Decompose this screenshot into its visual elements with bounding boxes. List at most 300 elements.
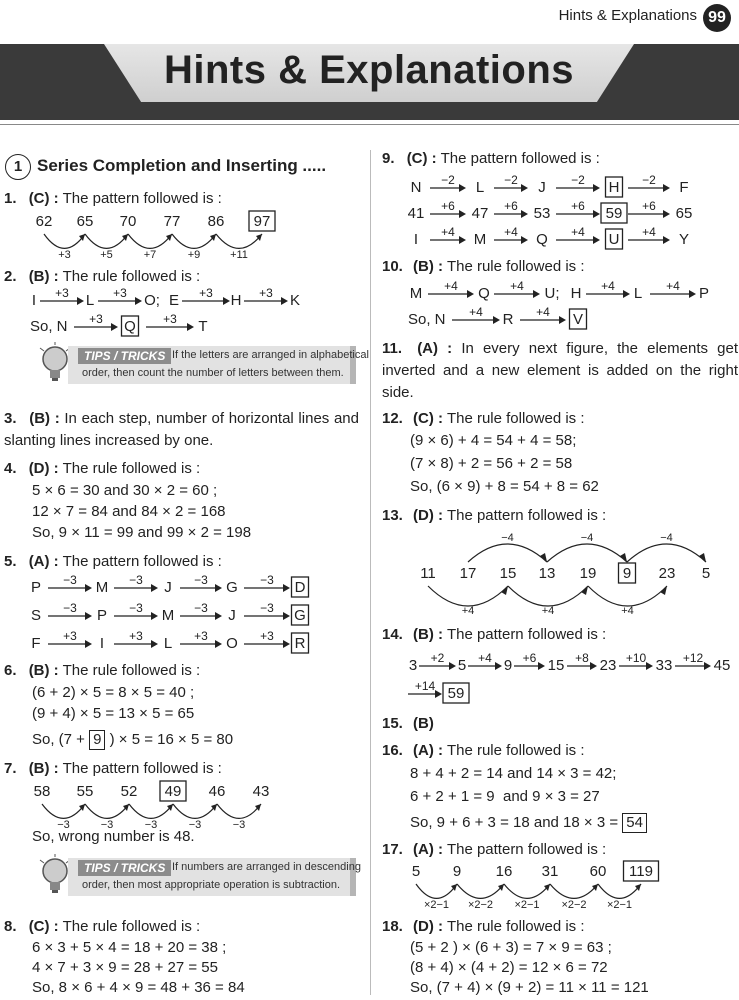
q12-answer: (C) : (413, 410, 444, 427)
term: 65 (675, 205, 693, 222)
q1-arc (85, 234, 128, 248)
series-term: 13 (538, 565, 556, 582)
q5-pattern (30, 570, 330, 656)
arrow-head (283, 640, 290, 648)
arrow-label: −3 (194, 601, 208, 615)
arc-label: +5 (100, 249, 113, 261)
q2-number: 2. (4, 268, 17, 285)
arrow-head (459, 236, 466, 244)
arc-label: −3 (144, 819, 158, 830)
arc-label: +4 (621, 605, 634, 617)
arrow-label: +4 (510, 279, 524, 293)
q4-answer: (D) : (28, 460, 59, 477)
q1-answer: (C) : (28, 190, 59, 207)
letter: H (230, 292, 242, 309)
q7-answer: (B) : (28, 760, 59, 777)
term: J (538, 179, 546, 196)
q13-boxed-term-value: 9 (622, 565, 632, 582)
q14-pattern (408, 648, 739, 706)
q13-top-arc (468, 544, 547, 562)
arrow-head (449, 662, 456, 670)
arrow-head (646, 662, 653, 670)
q12-line: So, (6 × 9) + 8 = 54 + 8 = 62 (410, 478, 599, 495)
q6-line (32, 730, 233, 750)
arrow-label: +6 (571, 199, 585, 213)
q15-number: 15. (382, 715, 403, 732)
arc-label: +4 (461, 605, 475, 617)
q6-text: So, (7 + (32, 731, 85, 748)
arrow-head (283, 612, 290, 620)
arrow-label: +4 (469, 305, 483, 319)
series-term: 9 (452, 863, 462, 880)
q18-header (382, 918, 585, 935)
series-term: 5 (701, 565, 711, 582)
arrow-head (521, 236, 528, 244)
q9-header (382, 150, 600, 167)
q4-line: So, 9 × 11 = 99 and 99 × 2 = 198 (32, 524, 252, 541)
q18-text: The rule followed is : (446, 918, 585, 935)
q7-conclusion: So, wrong number is 48. (32, 828, 195, 845)
right-column (382, 0, 738, 1000)
q6-text: ) × 5 = 16 × 5 = 80 (109, 731, 234, 748)
arrow-head (493, 316, 500, 324)
series-term: 9 (503, 657, 513, 674)
arrow-head (459, 184, 466, 192)
arrow-label: −2 (571, 173, 585, 187)
arrow-label: −3 (194, 573, 208, 587)
q11-text: In every next figure, the elements get inverted and a new element is added on the right side. (382, 340, 738, 401)
q8-text: The rule followed is : (62, 918, 201, 935)
q12-line: (9 × 6) + 4 = 54 + 4 = 58; (410, 432, 577, 449)
letter: M (409, 285, 423, 302)
q18-line: (8 + 4) × (4 + 2) = 12 × 6 = 72 (410, 959, 608, 976)
arrow-label: +6 (441, 199, 455, 213)
arrow-label: +4 (601, 279, 615, 293)
q5-answer-box-value: D (294, 579, 306, 596)
arrow-label: +4 (444, 279, 458, 293)
arrow-head (459, 210, 466, 218)
q10-rule (408, 276, 728, 334)
q4-header (4, 460, 200, 477)
q8-line: So, 8 × 6 + 4 × 9 = 48 + 36 = 84 (32, 979, 245, 996)
q5-answer-box-value: G (294, 607, 306, 624)
arc-label: −3 (232, 819, 246, 830)
q13-answer: (D) : (413, 507, 444, 524)
arc-label: +9 (187, 249, 201, 261)
series-term: 31 (541, 863, 559, 880)
letter: I (99, 635, 105, 652)
q5-text: The pattern followed is : (62, 553, 222, 570)
arc-label: +11 (230, 249, 248, 261)
arrow-label: +8 (575, 651, 589, 665)
q13-header (382, 507, 606, 524)
q8-header (4, 918, 200, 935)
q15-answer: (B) (413, 715, 434, 732)
term: I (413, 231, 419, 248)
q7-number: 7. (4, 760, 17, 777)
q11-number: 11. (382, 340, 403, 357)
series-term: 46 (208, 783, 226, 800)
arrow-head (663, 210, 670, 218)
arrow-label: +3 (163, 312, 177, 326)
q9-number: 9. (382, 150, 395, 167)
letter: R (502, 311, 514, 328)
term: Q (536, 231, 548, 248)
q8-answer: (C) : (28, 918, 59, 935)
arrow-head (281, 297, 288, 305)
q8-number: 8. (4, 918, 17, 935)
series-term: 3 (408, 657, 418, 674)
arrow-label: +3 (63, 629, 77, 643)
arc-label: −3 (57, 819, 70, 830)
series-term: 17 (459, 565, 477, 582)
arrow-head (593, 210, 600, 218)
q13-number: 13. (382, 507, 403, 524)
q17-arc (550, 884, 598, 898)
q14-header (382, 626, 606, 643)
arrow-label: +3 (199, 287, 213, 300)
arrow-head (85, 584, 92, 592)
series-term: 55 (76, 783, 94, 800)
q17-arc (504, 884, 550, 898)
q14-text: The pattern followed is : (446, 626, 607, 643)
q11-answer: (A) : (417, 340, 453, 357)
q1-number: 1. (4, 190, 17, 207)
running-title: Hints & Explanations (558, 7, 697, 24)
q15 (382, 715, 434, 732)
arc-label: ×2−2 (561, 899, 587, 911)
q1-text: The pattern followed is : (62, 190, 222, 207)
arrow-label: −3 (260, 573, 274, 587)
arrow-label: +4 (504, 225, 518, 239)
series-term: 77 (163, 213, 181, 230)
arrow-label: −3 (63, 601, 77, 615)
q6-text: The rule followed is : (62, 662, 201, 679)
arrow-label: +3 (259, 287, 273, 300)
arrow-label: +4 (478, 651, 492, 665)
arrow-label: +4 (536, 305, 550, 319)
q7-arc (85, 804, 129, 818)
section-title: Series Completion and Inserting ..... (37, 156, 327, 175)
q10-answer: (B) : (413, 258, 444, 275)
arrow-head (593, 184, 600, 192)
q3 (4, 408, 359, 452)
q1-arc (216, 234, 262, 248)
q7-arc (217, 804, 261, 818)
arrow-label: +3 (260, 629, 274, 643)
arrow-head (538, 662, 545, 670)
arrow-label: +3 (194, 629, 208, 643)
term: Y (678, 231, 690, 248)
arc-label: ×2−1 (606, 899, 633, 911)
q5-number: 5. (4, 553, 17, 570)
series-term: 11 (420, 565, 436, 582)
arrow-head (283, 584, 290, 592)
arc-label: +3 (58, 249, 71, 261)
tips-label: TIPS / TRICKS (78, 348, 171, 364)
q3-text: In each step, number of horizontal lines and slanting lines increased by one. (4, 410, 359, 449)
q9-text: The pattern followed is : (440, 150, 600, 167)
letter: E (168, 292, 180, 309)
arrow-head (663, 184, 670, 192)
series-term: 62 (35, 213, 53, 230)
q12-text: The rule followed is : (446, 410, 585, 427)
arrow-label: +4 (441, 225, 455, 239)
series-term: 86 (207, 213, 225, 230)
q16-answer: (A) : (413, 742, 444, 759)
arrow-head (521, 184, 528, 192)
arrow-label: +2 (430, 651, 445, 665)
tips-text-line2: order, then count the number of letters between them. (82, 367, 344, 379)
tips-box-1 (38, 346, 369, 384)
q10-text: The rule followed is : (446, 258, 585, 275)
arrow-head (77, 297, 84, 305)
arrow-label: +6 (522, 651, 537, 665)
q2-answer-box-value: Q (124, 318, 136, 335)
tips-label: TIPS / TRICKS (78, 860, 171, 876)
q17-answer: (A) : (413, 841, 444, 858)
q6-line: (6 + 2) × 5 = 8 × 5 = 40 ; (32, 684, 195, 701)
arc-label: +7 (143, 249, 157, 261)
arc-label: +4 (541, 605, 555, 617)
q7-arc (129, 804, 173, 818)
arc-head (501, 586, 508, 595)
q9-answer-box-value: 59 (605, 205, 623, 222)
section-number: 1 (5, 154, 31, 180)
q13-bottom-arc (428, 586, 508, 606)
q16-line: 8 + 4 + 2 = 14 and 14 × 3 = 42; (410, 765, 617, 782)
arc-label: −4 (580, 532, 594, 544)
q1-arc (44, 234, 85, 248)
q17-number: 17. (382, 841, 403, 858)
q5-header (4, 553, 222, 570)
q17-answer-box-value: 119 (629, 863, 653, 880)
series-term: 65 (76, 213, 94, 230)
letter: I (31, 292, 37, 309)
q2-answer: (B) : (28, 268, 59, 285)
arrow-label: +10 (625, 651, 647, 665)
series-term: 15 (547, 657, 565, 674)
letter: T (198, 318, 208, 335)
arc-label: ×2−1 (514, 899, 540, 911)
q18-number: 18. (382, 918, 403, 935)
q7-arc (173, 804, 217, 818)
term: 41 (408, 205, 425, 222)
arrow-head (215, 612, 222, 620)
arrow-label: +3 (89, 312, 103, 326)
q17-series (408, 858, 698, 912)
q13-pattern (408, 528, 738, 620)
arc-label: −4 (660, 532, 673, 544)
series-term: 60 (589, 863, 607, 880)
q16-line (410, 813, 647, 833)
series-term: 23 (658, 565, 676, 582)
arrow-label: +6 (642, 199, 656, 213)
q7-text: The pattern followed is : (62, 760, 222, 777)
q7-arc (42, 804, 85, 818)
letter: So, N (30, 318, 68, 335)
arc-label: −3 (188, 819, 202, 830)
letter: J (228, 607, 236, 624)
q13-top-arc (627, 544, 706, 562)
letter: M (161, 607, 175, 624)
letter: P (698, 285, 710, 302)
letter: U; (544, 285, 560, 302)
q16-number: 16. (382, 742, 403, 759)
q1-series (30, 208, 290, 264)
arrow-label: −2 (504, 173, 518, 187)
q18-answer: (D) : (413, 918, 444, 935)
letter: L (85, 292, 95, 309)
letter: So, N (408, 311, 446, 328)
q5-answer-box-value: R (294, 635, 306, 652)
arrow-label: −3 (129, 573, 143, 587)
q17-header (382, 841, 606, 858)
q16-text: So, 9 + 6 + 3 = 18 and 18 × 3 = (410, 814, 619, 831)
q6-answer-box: 9 (89, 730, 105, 750)
letter: L (633, 285, 643, 302)
letter: G (226, 579, 238, 596)
q2-text: The rule followed is : (62, 268, 201, 285)
q7-boxed-term-value: 49 (164, 783, 182, 800)
tips-text-line2: order, then most appropriate operation is subtraction. (82, 879, 341, 891)
series-term: 43 (252, 783, 270, 800)
arrow-label: +12 (682, 651, 704, 665)
series-term: 5 (411, 863, 421, 880)
q6-answer: (B) : (28, 662, 59, 679)
q16-text: The rule followed is : (446, 742, 585, 759)
arrow-head (559, 316, 566, 324)
term: M (473, 231, 487, 248)
bulb-icon (38, 342, 72, 386)
q13-text: The pattern followed is : (446, 507, 607, 524)
term: 53 (533, 205, 551, 222)
letter: J (164, 579, 172, 596)
arrow-label: −2 (642, 173, 656, 187)
arrow-head (590, 662, 597, 670)
q9-pattern (408, 170, 738, 254)
arc-label: −4 (501, 532, 514, 544)
series-term: 16 (495, 863, 513, 880)
q18-line: So, (7 + 4) × (9 + 2) = 11 × 11 = 121 (410, 979, 649, 996)
arrow-head (135, 297, 142, 305)
arrow-label: +6 (504, 199, 518, 213)
arrow-head (151, 612, 158, 620)
arrow-label: −2 (441, 173, 455, 187)
series-term: 5 (457, 657, 467, 674)
q9-answer-box-value: H (608, 179, 620, 196)
q2-rule (30, 287, 350, 339)
q4-text: The rule followed is : (62, 460, 201, 477)
arrow-head (85, 640, 92, 648)
arrow-head (593, 236, 600, 244)
q10-header (382, 258, 585, 275)
arrow-label: +14 (414, 679, 436, 693)
series-term: 19 (579, 565, 597, 582)
q1-answer-box-value: 97 (253, 213, 271, 230)
arrow-head (151, 584, 158, 592)
arrow-label: +4 (642, 225, 656, 239)
arrow-head (663, 236, 670, 244)
arc-head (581, 586, 588, 595)
q6-header (4, 662, 200, 679)
letter: O (226, 635, 238, 652)
series-term: 23 (599, 657, 617, 674)
tips-text-line1: If the letters are arranged in alphabetical (172, 349, 369, 361)
arrow-head (215, 584, 222, 592)
q2-header (4, 268, 200, 285)
q14-number: 14. (382, 626, 403, 643)
tips-box-2 (38, 858, 361, 896)
q7-series (30, 778, 290, 830)
arc-label: −3 (100, 819, 114, 830)
page-number: 99 (703, 4, 731, 32)
arrow-head (495, 662, 502, 670)
term: F (679, 179, 689, 196)
q3-answer: (B) : (29, 410, 60, 427)
term: 47 (471, 205, 489, 222)
series-term: 52 (120, 783, 138, 800)
q12-header (382, 410, 585, 427)
arrow-head (151, 640, 158, 648)
arrow-head (623, 290, 630, 298)
arrow-head (223, 297, 230, 305)
q6-number: 6. (4, 662, 17, 679)
q3-number: 3. (4, 410, 17, 427)
q4-line: 5 × 6 = 30 and 30 × 2 = 60 ; (32, 482, 218, 499)
q16-header (382, 742, 585, 759)
q4-number: 4. (4, 460, 17, 477)
q10-number: 10. (382, 258, 403, 275)
q8-line: 4 × 7 + 3 × 9 = 28 + 27 = 55 (32, 959, 218, 976)
q18-line: (5 + 2 ) × (6 + 3) = 7 × 9 = 63 ; (410, 939, 612, 956)
q1-header (4, 190, 222, 207)
series-term: 70 (119, 213, 137, 230)
arrow-head (533, 290, 540, 298)
q1-arc (172, 234, 216, 248)
arc-label: ×2−1 (423, 899, 450, 911)
arrow-label: +4 (666, 279, 680, 293)
letter: P (96, 607, 108, 624)
q1-arc (128, 234, 172, 248)
q16-line: 6 + 2 + 1 = 9 and 9 × 3 = 27 (410, 788, 600, 805)
q13-top-arc (547, 544, 627, 562)
q13-bottom-arc (508, 586, 588, 606)
q17-arc (598, 884, 641, 898)
series-term: 33 (655, 657, 673, 674)
letter: O; (144, 292, 160, 309)
q10-answer-box-value: V (572, 311, 584, 328)
arrow-label: +3 (129, 629, 143, 643)
q14-answer-box-value: 59 (447, 685, 465, 702)
letter: Q (478, 285, 490, 302)
letter: P (30, 579, 42, 596)
arrow-head (521, 210, 528, 218)
arrow-label: −3 (260, 601, 274, 615)
letter: L (163, 635, 173, 652)
series-term: 15 (499, 565, 517, 582)
arrow-label: +3 (55, 287, 69, 300)
q8-line: 6 × 3 + 5 × 4 = 18 + 20 = 38 ; (32, 939, 227, 956)
letter: S (30, 607, 42, 624)
arrow-head (467, 290, 474, 298)
letter: F (31, 635, 41, 652)
q17-arc (457, 884, 504, 898)
term: N (410, 179, 422, 196)
q5-answer: (A) : (28, 553, 59, 570)
arrow-head (704, 662, 711, 670)
arrow-head (689, 290, 696, 298)
